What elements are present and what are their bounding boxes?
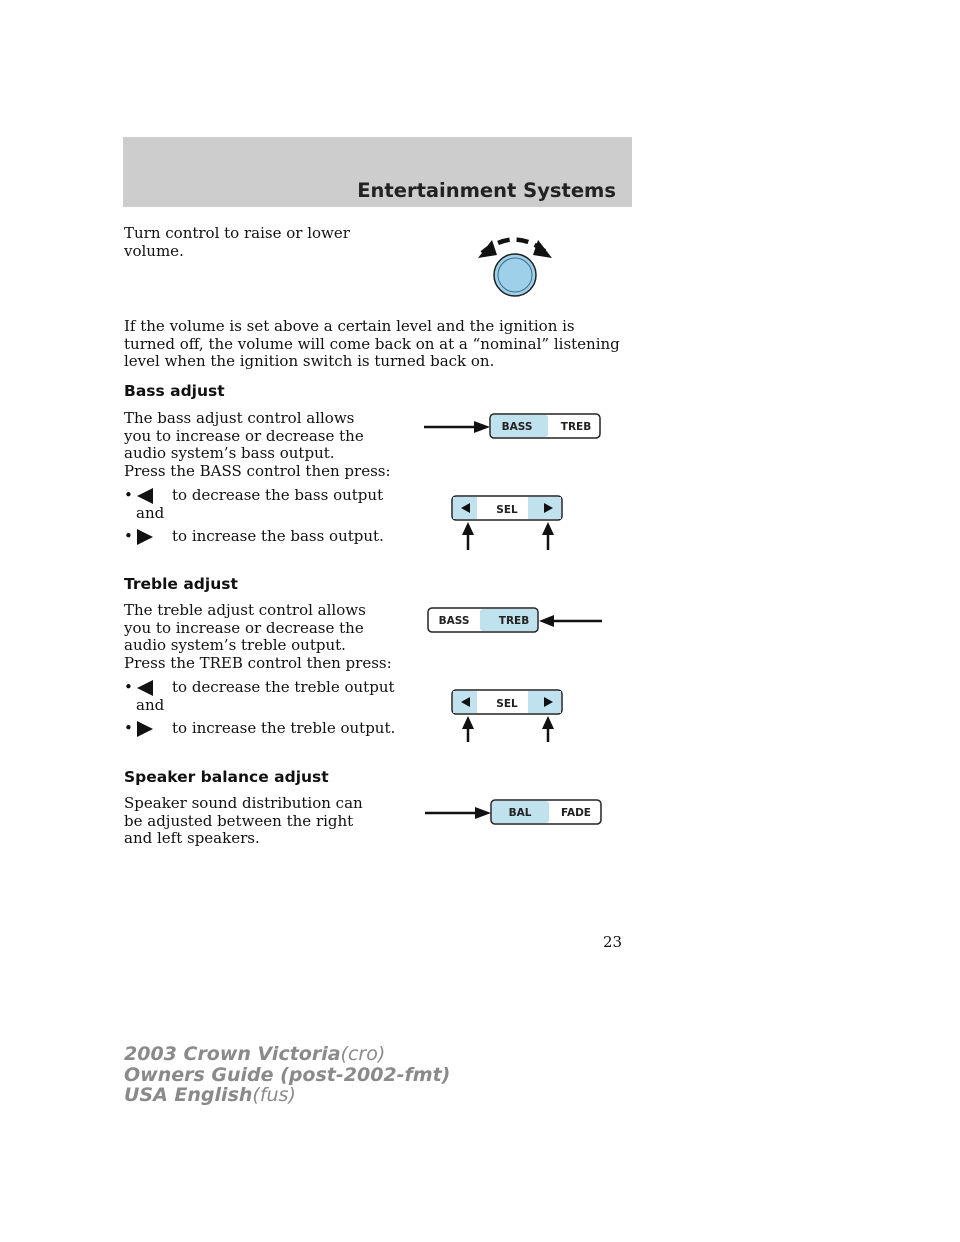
treble-increase-text: to increase the treble output. [172,719,396,737]
volume-note: If the volume is set above a certain level and the ignition is turned off, the volume will come back on at a “nominal” listening level when the ignition switch is turned back on. [124,317,620,370]
bullet-dot: • [124,486,133,504]
footer-language-code: (fus) [252,1084,296,1106]
bal-label: BAL [508,807,532,819]
bullet-dot: • [124,527,133,545]
treble-heading: Treble adjust [124,575,238,593]
treble-decrease-text: to decrease the treble output [172,678,395,696]
bass-press: Press the BASS control then press: [124,462,391,480]
balance-heading: Speaker balance adjust [124,768,329,786]
treble-description: The treble adjust control allows you to increase or decrease the audio system’s treble output. [124,601,366,654]
treb-label: TREB [498,615,530,627]
fade-label: FADE [561,807,591,819]
treble-press: Press the TREB control then press: [124,654,392,672]
bullet-dot: • [124,678,133,696]
sel-label: SEL [496,504,518,516]
bass-increase-text: to increase the bass output. [172,527,384,545]
bass-label: BASS [501,421,533,433]
bass-heading: Bass adjust [124,382,225,400]
bullet-dot: • [124,719,133,737]
bal-fade-button-bal-selected [425,800,601,824]
sel-control [452,690,562,742]
sel-control [452,496,562,550]
section-title: Entertainment Systems [357,179,616,202]
bass-decrease-text: to decrease the bass output [172,486,384,504]
treb-label: TREB [560,421,592,433]
bass-description: The bass adjust control allows you to increase or decrease the audio system’s bass output. [124,409,364,462]
bass-decrease-cont: and [136,504,165,522]
volume-knob-icon [478,240,552,297]
footer [124,1044,450,1106]
bass-label: BASS [438,615,470,627]
sel-label: SEL [496,698,518,710]
footer-model: 2003 Crown Victoria [124,1043,341,1065]
bass-treb-button-treb-selected [428,608,602,632]
footer-model-code: (cro) [340,1043,386,1065]
page-number: 23 [603,933,623,951]
footer-language: USA English [124,1084,253,1106]
treble-decrease-cont: and [136,696,165,714]
volume-instruction: Turn control to raise or lower volume. [124,224,350,260]
bass-treb-button-bass-selected [424,414,600,438]
balance-description: Speaker sound distribution can be adjusted between the right and left speakers. [124,794,363,847]
footer-guide: Owners Guide (post-2002-fmt) [124,1063,451,1086]
